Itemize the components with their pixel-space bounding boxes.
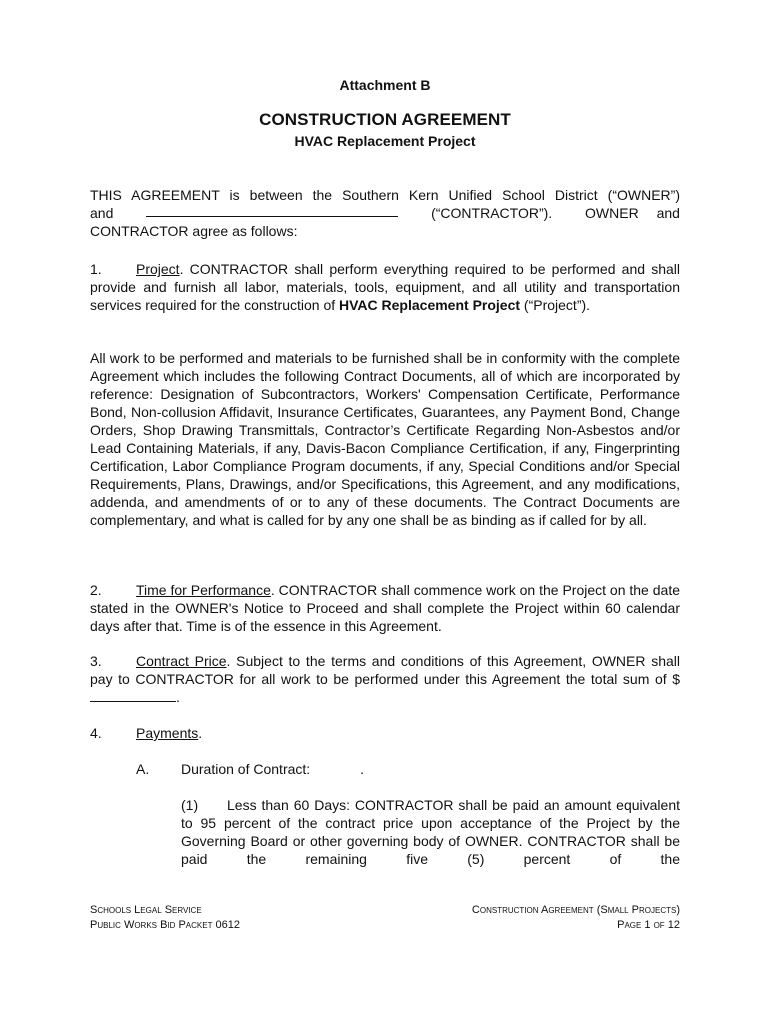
footer-left-line-1: Schools Legal Service bbox=[90, 904, 202, 916]
intro-and: and bbox=[90, 205, 114, 221]
document-page bbox=[90, 0, 680, 1024]
intro-line-3: CONTRACTOR agree as follows: bbox=[90, 223, 298, 239]
attachment-label: Attachment B bbox=[339, 77, 431, 93]
intro-owner-and: OWNER and bbox=[585, 205, 680, 221]
intro-contractor-ref: (“CONTRACTOR”). bbox=[431, 205, 553, 221]
footer-left bbox=[90, 903, 240, 933]
contractor-name-blank bbox=[146, 204, 398, 217]
section-1-text-a: . CONTRACTOR shall perform everything required to be performed and shall provide and furnish all labor, materials, tools, equipment, and all utility and transportation services required for the construction of bbox=[90, 261, 680, 313]
section-4-number: 4. bbox=[90, 725, 102, 741]
page-number: Page 1 of 12 bbox=[617, 919, 680, 931]
section-2-paragraph bbox=[90, 581, 680, 635]
section-3-paragraph bbox=[90, 652, 680, 706]
contract-documents-paragraph: All work to be performed and materials to be furnished shall be in conformity with the complete Agreement which includes the following Contract Documents, all of which are incorporated by reference: Designation of Subcontractors, Workers' Compensation Certificate, Performance Bond, Non-collusion Affidavit, Insurance Certificates, Guarantees, any Payment Bond, Change Orders, Shop Drawing Transmittals, Contractor’s Certificate Regarding Non-Asbestos and/or Lead Containing Materials, if any, Davis-Bacon Compliance Certification, if any, Fingerprinting Certification, Labor Compliance Program documents, if any, Special Conditions and/or Special Requirements, Plans, Drawings, and/or Specifications, this Agreement, and any modifications, addenda, and amendments of or to any of these documents. The Contract Documents are complementary, and what is called for by any one shall be as binding as if called for by all. bbox=[90, 350, 680, 528]
section-1-paragraph bbox=[90, 260, 680, 314]
section-2-heading: Time for Performance bbox=[136, 582, 271, 598]
section-3-text: . Subject to the terms and conditions of this Agreement, OWNER shall pay to CONTRACTOR for all work to be performed under this Agreement the total sum of $ bbox=[90, 653, 680, 687]
section-4-period: . bbox=[198, 725, 203, 741]
section-3-number: 3. bbox=[90, 653, 102, 669]
section-4a-1-paragraph bbox=[181, 796, 680, 868]
section-3-end: . bbox=[176, 689, 180, 705]
page-title: CONSTRUCTION AGREEMENT bbox=[259, 110, 511, 129]
footer-right-line-1: Construction Agreement (Small Projects) bbox=[471, 904, 680, 916]
section-4a-1-text: Less than 60 Days: CONTRACTOR shall be paid an amount equivalent to 95 percent of the contract price upon acceptance of the Project by the Governing Board or other governing body of OWNER. CONTRACTOR shall be paid the remaining five (5) percent of the bbox=[181, 797, 680, 867]
contract-price-blank bbox=[90, 689, 176, 702]
section-4-heading: Payments bbox=[136, 725, 199, 741]
footer-left-line-2: Public Works Bid Packet 0612 bbox=[90, 919, 240, 931]
page-subtitle: HVAC Replacement Project bbox=[294, 133, 476, 149]
section-4a-line bbox=[136, 760, 364, 778]
section-4a-label: Duration of Contract: bbox=[181, 761, 311, 777]
intro-line-1: THIS AGREEMENT is between the Southern Kern Unified School District (“OWNER”) bbox=[90, 187, 680, 203]
section-4a-1-number: (1) bbox=[181, 797, 199, 813]
section-1-text-b: (“Project”). bbox=[520, 297, 591, 313]
section-4a-dot: . bbox=[360, 761, 365, 777]
section-2-text: . CONTRACTOR shall commence work on the Project on the date stated in the OWNER's Notice to Proceed and shall complete the Project within 60 calendar days after that. Time is of the essence in this Agreement. bbox=[90, 582, 680, 634]
section-1-number: 1. bbox=[90, 261, 102, 277]
section-1-project-name: HVAC Replacement Project bbox=[339, 297, 521, 313]
section-1-heading: Project bbox=[136, 261, 180, 277]
intro-paragraph bbox=[90, 186, 680, 240]
footer-right bbox=[472, 903, 680, 933]
section-4a-letter: A. bbox=[136, 761, 150, 777]
intro-line-2 bbox=[90, 204, 680, 222]
section-4-heading-line bbox=[90, 724, 680, 742]
section-3-heading: Contract Price bbox=[136, 653, 227, 669]
section-2-number: 2. bbox=[90, 582, 102, 598]
